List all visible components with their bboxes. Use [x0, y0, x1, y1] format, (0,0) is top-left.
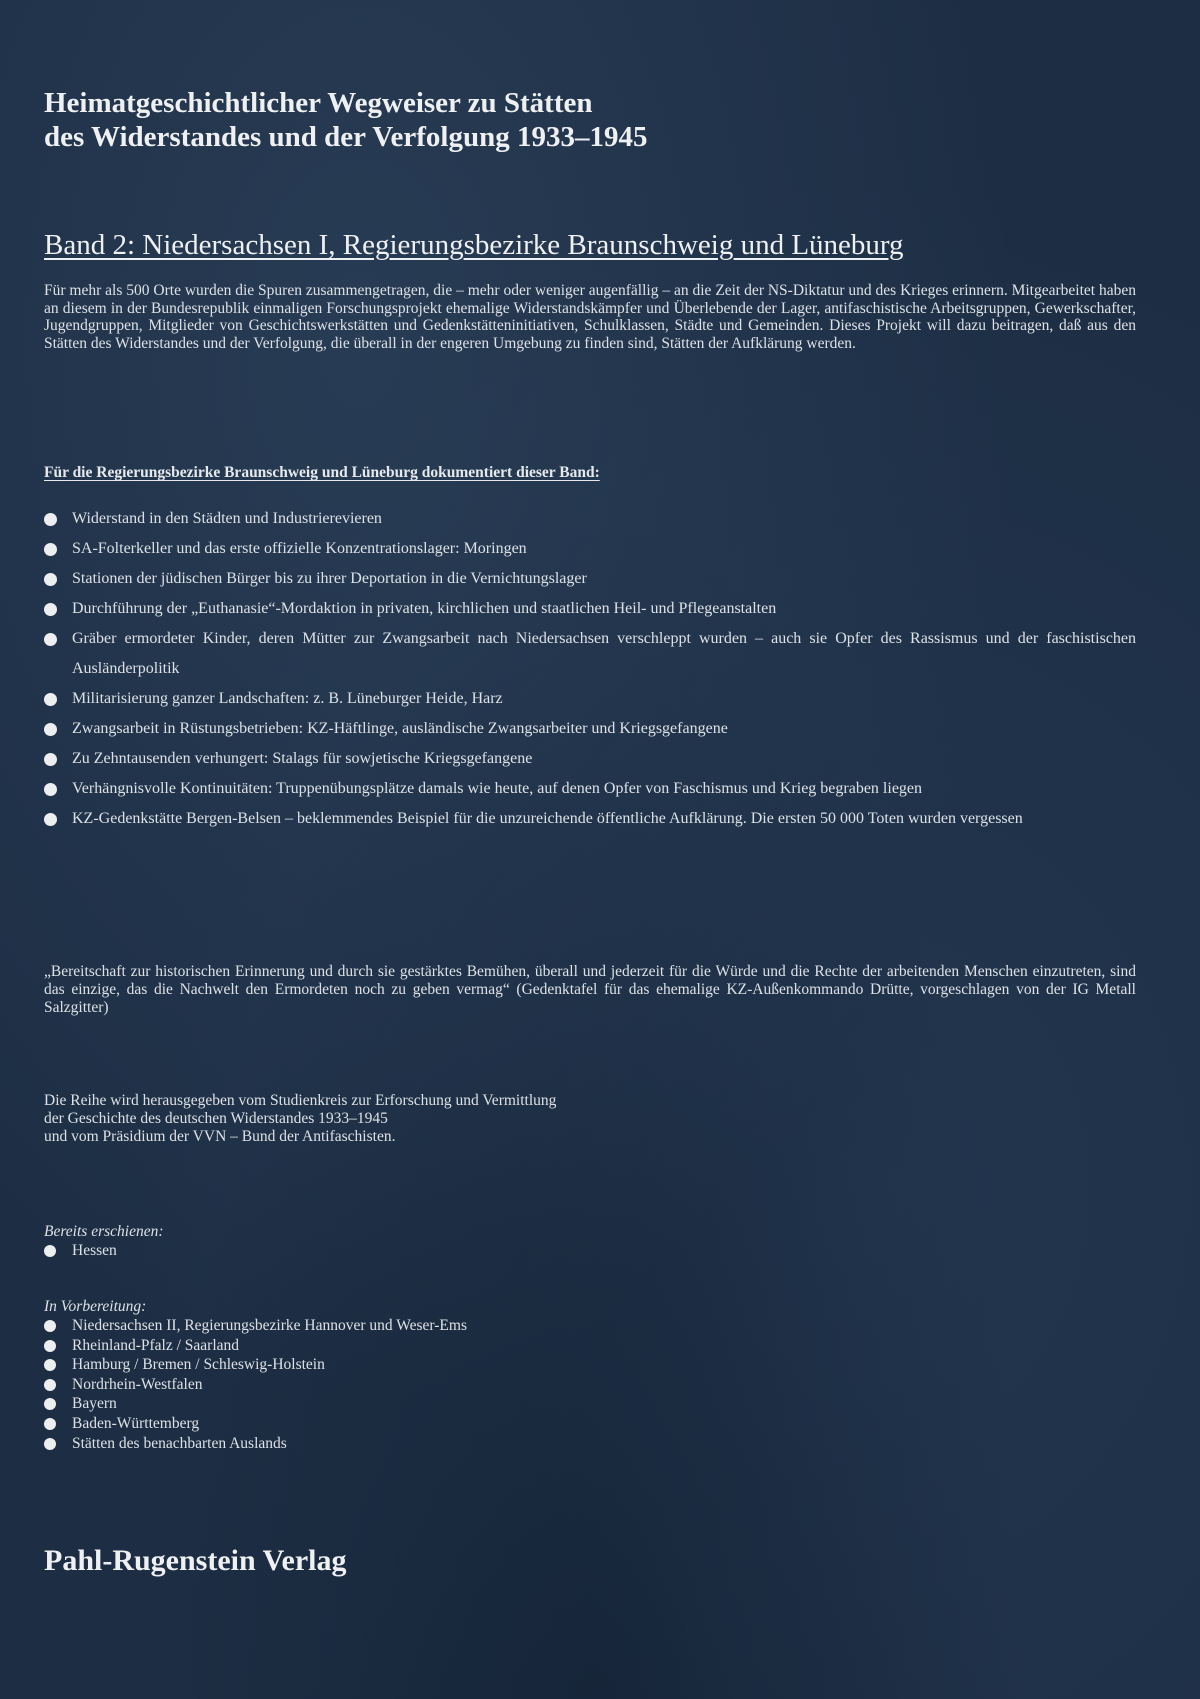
list-item-text: Niedersachsen II, Regierungsbezirke Hannover und Weser-Ems [72, 1317, 467, 1334]
list-item-text: Stätten des benachbarten Auslands [72, 1434, 287, 1452]
already-published-list [44, 1241, 644, 1261]
in-preparation-label: In Vorbereitung: [44, 1298, 147, 1315]
bullet-icon [44, 633, 57, 646]
list-item [44, 564, 1136, 594]
list-item [44, 1241, 644, 1261]
list-item [44, 744, 1136, 774]
bullet-icon [44, 1438, 56, 1450]
list-item-text: Verhängnisvolle Kontinuitäten: Truppenübungsplätze damals wie heute, auf denen Opfer von Faschismus und Krieg begraben liegen [72, 780, 923, 797]
editors-note-line-1: Die Reihe wird herausgegeben vom Studienkreis zur Erforschung und Vermittlung [44, 1092, 557, 1109]
already-published-label: Bereits erschienen: [44, 1223, 164, 1240]
list-item [44, 504, 1136, 534]
bullet-icon [44, 1379, 56, 1391]
bullet-icon [44, 1320, 56, 1332]
list-item-text: SA-Folterkeller und das erste offizielle Konzentrationslager: Moringen [72, 540, 527, 557]
list-item-text: Widerstand in den Städten und Industrierevieren [72, 510, 382, 527]
editors-note-line-3: und vom Präsidium der VVN – Bund der Antifaschisten. [44, 1128, 396, 1145]
bullet-icon [44, 723, 57, 736]
in-preparation-section [44, 1297, 744, 1453]
list-item [44, 1316, 744, 1336]
series-title [44, 86, 1144, 154]
list-item-text: Stationen der jüdischen Bürger bis zu ihrer Deportation in die Vernichtungslager [72, 570, 587, 587]
documented-heading: Für die Regierungsbezirke Braunschweig und Lüneburg dokumentiert dieser Band: [44, 464, 600, 481]
list-item [44, 1355, 744, 1375]
editors-note-line-2: der Geschichte des deutschen Widerstandes 1933–1945 [44, 1110, 388, 1127]
list-item [44, 684, 1136, 714]
list-item [44, 534, 1136, 564]
list-item [44, 804, 1136, 834]
list-item-text: KZ-Gedenkstätte Bergen-Belsen – beklemmendes Beispiel für die unzureichende öffentliche Aufklärung. Die ersten 50 000 Toten wurden vergessen [72, 810, 1023, 827]
list-item [44, 714, 1136, 744]
bullet-icon [44, 573, 57, 586]
intro-paragraph: Für mehr als 500 Orte wurden die Spuren zusammengetragen, die – mehr oder weniger augenfällig – an die Zeit der NS-Diktatur und des Krieges erinnern. Mitgearbeitet haben an diesem in der Bundesrepublik einmaligen Forschungsprojekt ehemalige Widerstandskämpfer und Überlebende der Lager, antifaschistische Arbeitsgruppen, Gewerkschafter, Jugendgruppen, Mitglieder von Geschichtswerkstätten und Gedenkstätteninitiativen, Schulklassen, Städte und Gemeinden. Dieses Projekt will dazu beitragen, daß aus den Stätten des Widerstandes und der Verfolgung, die überall in der engeren Umgebung zu finden sind, Stätten der Aufklärung werden. [44, 282, 1136, 352]
series-editors-note [44, 1092, 944, 1146]
list-item-text: Nordrhein-Westfalen [72, 1375, 203, 1393]
volume-title: Band 2: Niedersachsen I, Regierungsbezirke Braunschweig und Lüneburg [44, 229, 904, 261]
list-item [44, 774, 1136, 804]
list-item-text: Hamburg / Bremen / Schleswig-Holstein [72, 1356, 325, 1374]
list-item-text: Hessen [72, 1242, 117, 1259]
bullet-icon [44, 1359, 56, 1371]
list-item [44, 594, 1136, 624]
series-title-line-2: des Widerstandes und der Verfolgung 1933–1945 [44, 121, 648, 153]
bullet-icon [44, 813, 57, 826]
documented-list [44, 504, 1136, 834]
publisher-name: Pahl-Rugenstein Verlag [44, 1544, 347, 1577]
list-item-text: Militarisierung ganzer Landschaften: z. B. Lüneburger Heide, Harz [72, 690, 503, 707]
list-item-text: Baden-Württemberg [72, 1414, 200, 1432]
bullet-icon [44, 693, 57, 706]
bullet-icon [44, 603, 57, 616]
bullet-icon [44, 1340, 56, 1352]
list-item-text: Durchführung der „Euthanasie“-Mordaktion in privaten, kirchlichen und staatlichen Heil- und Pflegeanstalten [72, 600, 777, 617]
bullet-icon [44, 1245, 56, 1257]
bullet-icon [44, 543, 57, 556]
bullet-icon [44, 783, 57, 796]
list-item [44, 1414, 744, 1434]
list-item [44, 1434, 744, 1454]
series-title-line-1: Heimatgeschichtlicher Wegweiser zu Stätten [44, 87, 593, 119]
list-item-text: Zu Zehntausenden verhungert: Stalags für sowjetische Kriegsgefangene [72, 750, 533, 767]
list-item [44, 1336, 744, 1356]
bullet-icon [44, 753, 57, 766]
bullet-icon [44, 1398, 56, 1410]
memorial-quote: „Bereitschaft zur historischen Erinnerung und durch sie gestärktes Bemühen, überall und jederzeit für die Würde und die Rechte der arbeitenden Menschen einzutreten, sind das einzige, das die Nachwelt den Ermordeten noch zu geben vermag“ (Gedenktafel für das ehemalige KZ-Außenkommando Drütte, vorgeschlagen von der IG Metall Salzgitter) [44, 963, 1136, 1016]
list-item [44, 1375, 744, 1395]
list-item-text: Gräber ermordeter Kinder, deren Mütter zur Zwangsarbeit nach Niedersachsen verschleppt wurden – auch sie Opfer des Rassismus und der faschistischen Ausländerpolitik [72, 630, 1136, 677]
list-item [44, 624, 1136, 684]
bullet-icon [44, 1418, 56, 1430]
already-published-section [44, 1222, 644, 1261]
list-item-text: Rheinland-Pfalz / Saarland [72, 1336, 240, 1354]
list-item [44, 1394, 744, 1414]
list-item-text: Bayern [72, 1395, 117, 1413]
list-item-text: Zwangsarbeit in Rüstungsbetrieben: KZ-Häftlinge, ausländische Zwangsarbeiter und Kriegsgefangene [72, 720, 728, 737]
in-preparation-list [44, 1316, 744, 1453]
bullet-icon [44, 513, 57, 526]
